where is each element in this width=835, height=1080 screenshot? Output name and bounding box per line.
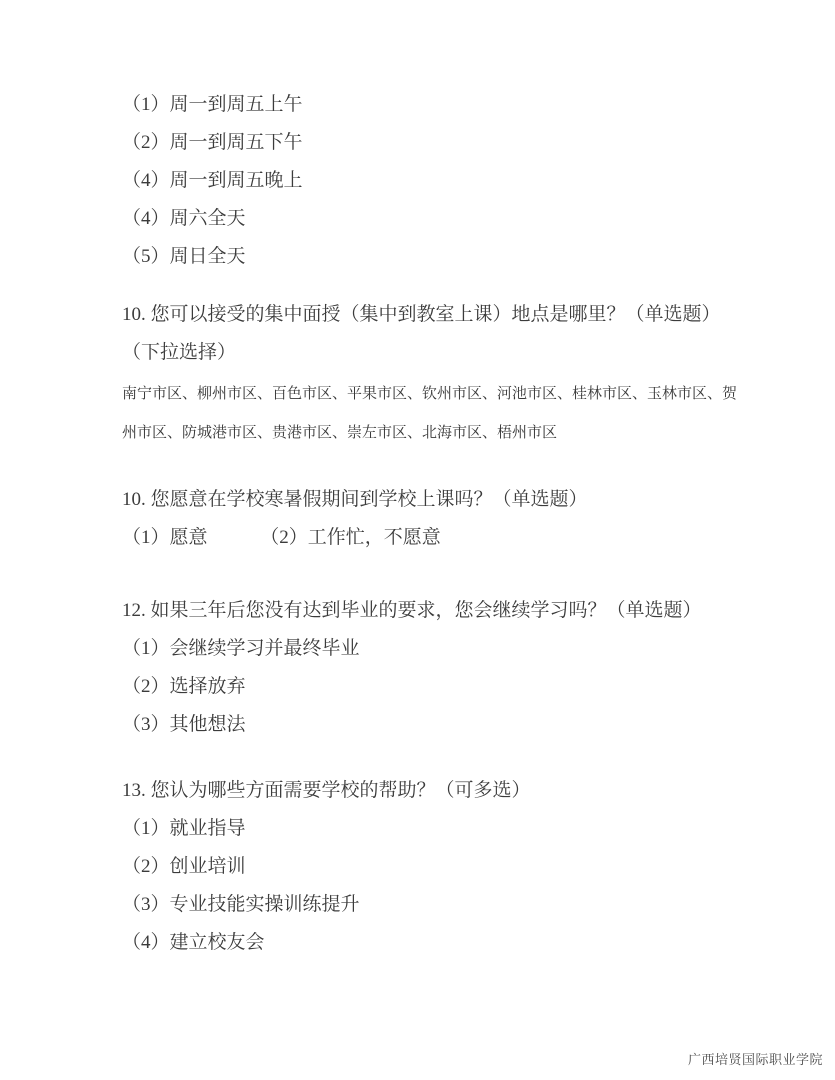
option-line: （5）周日全天 [122, 246, 246, 267]
question-title: 10. 您愿意在学校寒暑假期间到学校上课吗？（单选题） [122, 489, 588, 510]
question-10-vacation [122, 481, 742, 557]
question-title: 10. 您可以接受的集中面授（集中到教室上课）地点是哪里？（单选题） [122, 304, 721, 325]
question-12-graduation [122, 592, 742, 744]
question-10-location [122, 296, 742, 452]
question-options-schedule [122, 86, 742, 276]
option-line: （2）选择放弃 [122, 676, 246, 697]
option-line: （2）创业培训 [122, 856, 246, 877]
option-line: （3）其他想法 [122, 714, 246, 735]
option-line: （4）周一到周五晚上 [122, 170, 303, 191]
question-title: 12. 如果三年后您没有达到毕业的要求，您会继续学习吗？（单选题） [122, 600, 702, 621]
option-line: （1）会继续学习并最终毕业 [122, 638, 360, 659]
option-line: （4）建立校友会 [122, 932, 265, 953]
option-item: （2）工作忙，不愿意 [260, 527, 441, 548]
option-item: （1）愿意 [122, 527, 208, 548]
city-list: 南宁市区、柳州市区、百色市区、平果市区、钦州市区、河池市区、桂林市区、玉林市区、贺州市区、防城港市区、贵港市区、崇左市区、北海市区、梧州市区 [122, 385, 738, 441]
question-title: 13. 您认为哪些方面需要学校的帮助？（可多选） [122, 780, 531, 801]
question-13-school-help [122, 772, 742, 962]
question-subtitle: （下拉选择） [122, 342, 237, 363]
questionnaire-content [122, 86, 742, 962]
option-line-inline [122, 519, 742, 557]
option-line: （3）专业技能实操训练提升 [122, 894, 360, 915]
option-line: （4）周六全天 [122, 208, 246, 229]
option-line: （1）周一到周五上午 [122, 94, 303, 115]
option-line: （1）就业指导 [122, 818, 246, 839]
option-line: （2）周一到周五下午 [122, 132, 303, 153]
watermark-school-name: 广西培贤国际职业学院 [687, 1052, 823, 1067]
